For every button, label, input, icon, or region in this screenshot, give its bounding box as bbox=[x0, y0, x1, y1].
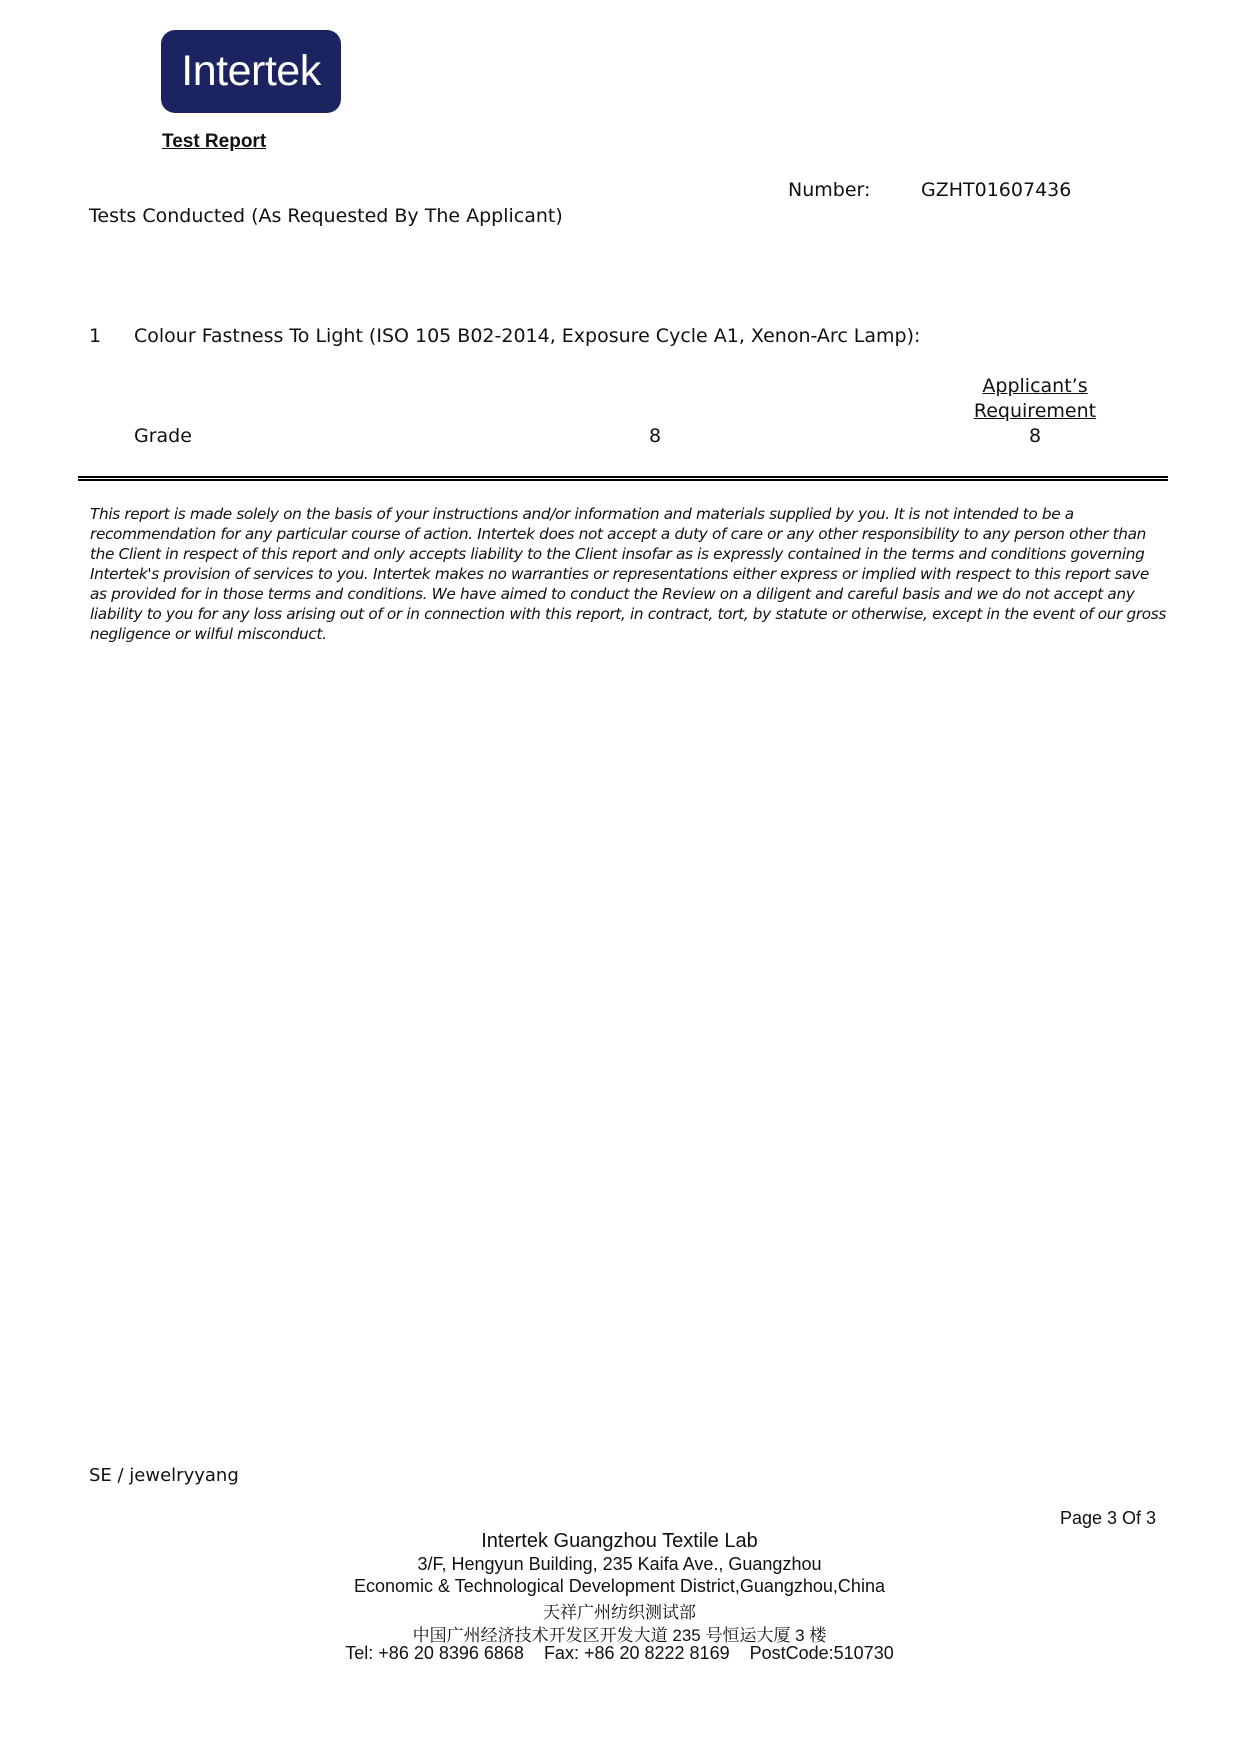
footer-address-line1: 3/F, Hengyun Building, 235 Kaifa Ave., Guangzhou bbox=[417, 1554, 822, 1574]
disclaimer-text: This report is made solely on the basis of your instructions and/or information and materials supplied by you. It is not intended to be a recommendation for any particular course of action. Intertek does not accept a duty of care or any other responsibility to any person other than the Client in respect of this report and only accepts liability to the Client insofar as is expressly contained in the terms and conditions governing Intertek's provision of services to you. Intertek makes no warranties or representations either express or implied with respect to this report save as provided for in those terms and conditions. We have aimed to conduct the Review on a diligent and careful basis and we do not accept any liability to you for any loss arising out of or in connection with this report, in contract, tort, by statute or otherwise, except in the event of our gross negligence or wilful misconduct. bbox=[90, 505, 1167, 643]
report-title: Test Report bbox=[162, 131, 267, 152]
test-title: Colour Fastness To Light (ISO 105 B02-2014, Exposure Cycle A1, Xenon-Arc Lamp): bbox=[134, 325, 921, 347]
section-title: Tests Conducted (As Requested By The Applicant) bbox=[89, 205, 563, 227]
page-indicator: Page 3 Of 3 bbox=[1060, 1508, 1157, 1528]
footer-chinese-name: 天祥广州纺织测试部 bbox=[543, 1603, 696, 1622]
test-index: 1 bbox=[89, 325, 102, 347]
footer-chinese-address: 中国广州经济技术开发区开发大道 235 号恒运大厦 3 楼 bbox=[412, 1626, 827, 1645]
report-number-value: GZHT01607436 bbox=[921, 179, 1072, 201]
footer-address-line2: Economic & Technological Development District,Guangzhou,China bbox=[354, 1576, 885, 1596]
result-row-label: Grade bbox=[134, 425, 192, 447]
result-row-value: 8 bbox=[648, 425, 662, 447]
report-number-label: Number: bbox=[788, 179, 871, 201]
intertek-logo bbox=[161, 30, 341, 113]
footer-contact: Tel: +86 20 8396 6868 Fax: +86 20 8222 8169 PostCode:510730 bbox=[345, 1643, 894, 1663]
footer-lab-name: Intertek Guangzhou Textile Lab bbox=[481, 1530, 758, 1552]
logo-text: Intertek bbox=[181, 47, 321, 95]
requirement-column-header: Applicant’s Requirement bbox=[973, 375, 1097, 422]
signer: SE / jewelryyang bbox=[89, 1465, 239, 1486]
double-rule-divider bbox=[78, 476, 1168, 481]
result-row-requirement: 8 bbox=[1028, 425, 1042, 447]
